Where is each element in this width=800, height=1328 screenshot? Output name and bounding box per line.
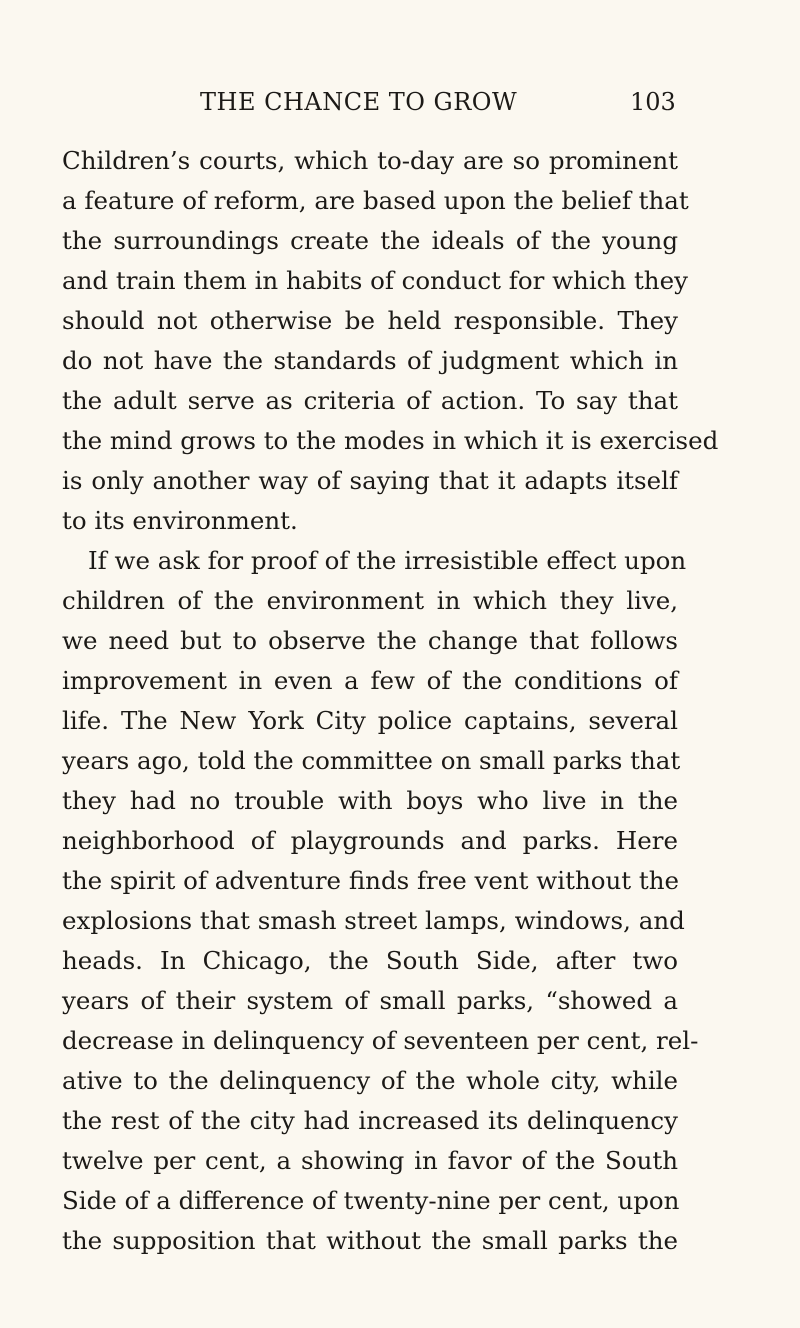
text-line: twelve per cent, a showing in favor of the South [62, 1146, 678, 1175]
text-line: life. The New York City police captains, several [62, 706, 678, 735]
text-line: we need but to observe the change that follows [62, 626, 678, 655]
text-line: the rest of the city had increased its delinquency [62, 1106, 678, 1135]
text-line: years ago, told the committee on small parks that [62, 746, 681, 775]
page-number: 103 [630, 88, 676, 116]
running-title: THE CHANCE TO GROW [200, 88, 518, 116]
text-line: neighborhood of playgrounds and parks. Here [62, 826, 678, 855]
text-line: the surroundings create the ideals of the young [62, 226, 678, 255]
text-line: Children’s courts, which to-day are so prominent [62, 146, 678, 175]
text-line: If we ask for proof of the irresistible effect upon [88, 546, 687, 575]
text-line: improvement in even a few of the conditions of [62, 666, 678, 695]
text-line: to its environment. [62, 506, 298, 535]
text-line: Side of a difference of twenty-nine per cent, upon [62, 1186, 680, 1215]
running-head [0, 88, 800, 124]
text-line: a feature of reform, are based upon the belief that [62, 186, 689, 215]
text-line: the mind grows to the modes in which it is exercised [62, 426, 719, 455]
text-line: ative to the delinquency of the whole city, while [62, 1066, 678, 1095]
text-line: and train them in habits of conduct for which they [62, 266, 688, 295]
text-line: children of the environment in which they live, [62, 586, 678, 615]
text-line: the adult serve as criteria of action. To say that [62, 386, 678, 415]
text-line: the supposition that without the small parks the [62, 1226, 678, 1255]
text-line: should not otherwise be held responsible. They [62, 306, 678, 335]
text-line: explosions that smash street lamps, windows, and [62, 906, 685, 935]
text-line: heads. In Chicago, the South Side, after two [62, 946, 678, 975]
text-line: decrease in delinquency of seventeen per cent, rel- [62, 1026, 699, 1055]
body-text [62, 141, 719, 1261]
text-line: years of their system of small parks, “showed a [62, 986, 678, 1015]
text-line: is only another way of saying that it adapts itself [62, 466, 678, 495]
text-line: do not have the standards of judgment which in [62, 346, 678, 375]
text-line: the spirit of adventure finds free vent without the [62, 866, 680, 895]
text-line: they had no trouble with boys who live in the [62, 786, 678, 815]
